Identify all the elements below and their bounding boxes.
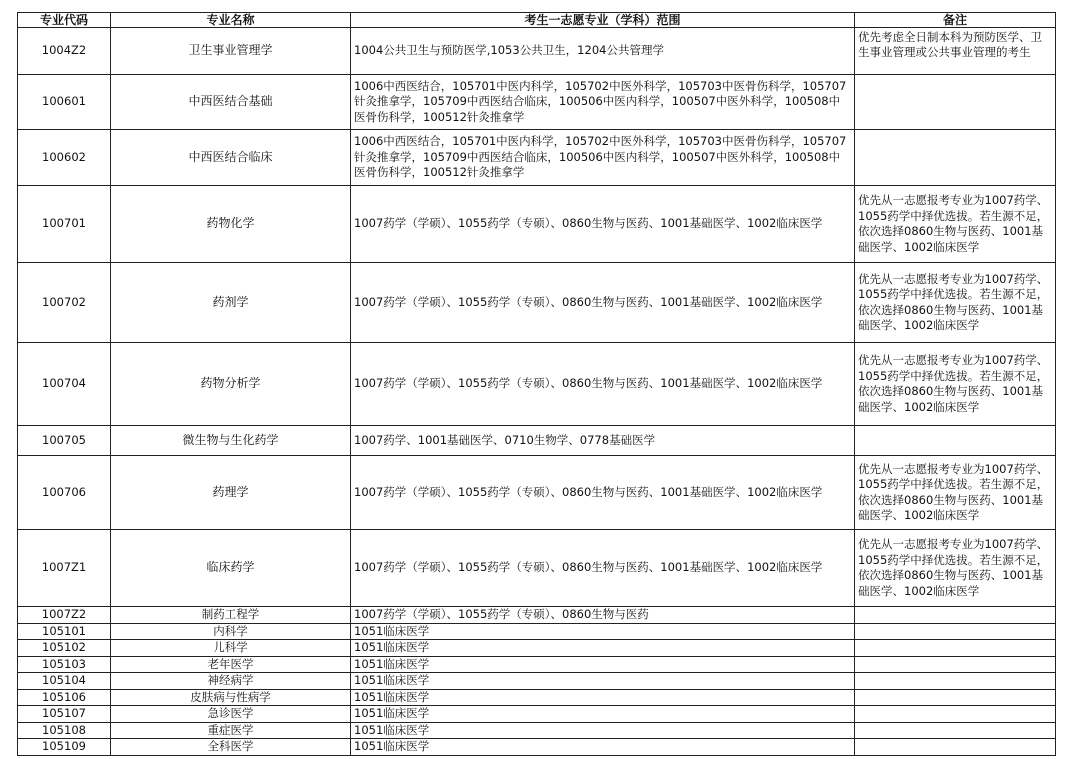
- code-cell: 1007Z2: [18, 607, 111, 624]
- code-cell: 105107: [18, 706, 111, 723]
- header-code: 专业代码: [18, 13, 111, 28]
- code-cell: 100601: [18, 75, 111, 130]
- name-cell: 中西医结合临床: [111, 130, 351, 186]
- name-cell: 儿科学: [111, 640, 351, 657]
- table-row: [18, 722, 1056, 739]
- note-cell: [855, 640, 1056, 657]
- range-cell: 1006中西医结合，105701中医内科学，105702中医外科学，105703中医骨伤科学，105707针灸推拿学，105709中西医结合临床，100506中医内科学，100507中医外科学，100508中医骨伤科学，100512针灸推拿学: [351, 75, 855, 130]
- name-cell: 中西医结合基础: [111, 75, 351, 130]
- name-cell: 微生物与生化药学: [111, 426, 351, 456]
- table-row: [18, 343, 1056, 426]
- name-cell: 全科医学: [111, 739, 351, 756]
- header-range: 考生一志愿专业（学科）范围: [351, 13, 855, 28]
- name-cell: 药物分析学: [111, 343, 351, 426]
- code-cell: 105102: [18, 640, 111, 657]
- table-row: [18, 426, 1056, 456]
- note-cell: [855, 130, 1056, 186]
- table-body: [18, 28, 1056, 756]
- name-cell: 重症医学: [111, 722, 351, 739]
- name-cell: 内科学: [111, 623, 351, 640]
- note-cell: [855, 739, 1056, 756]
- range-cell: 1007药学（学硕）、1055药学（专硕）、0860生物与医药、1001基础医学、1002临床医学: [351, 186, 855, 263]
- code-cell: 100602: [18, 130, 111, 186]
- name-cell: 药剂学: [111, 263, 351, 343]
- table-row: [18, 673, 1056, 690]
- name-cell: 药物化学: [111, 186, 351, 263]
- note-cell: [855, 623, 1056, 640]
- note-cell: [855, 656, 1056, 673]
- table-row: [18, 130, 1056, 186]
- range-cell: 1051临床医学: [351, 722, 855, 739]
- table-row: [18, 607, 1056, 624]
- name-cell: 制药工程学: [111, 607, 351, 624]
- table-row: [18, 186, 1056, 263]
- range-cell: 1007药学（学硕）、1055药学（专硕）、0860生物与医药、1001基础医学、1002临床医学: [351, 456, 855, 530]
- name-cell: 老年医学: [111, 656, 351, 673]
- table-row: [18, 689, 1056, 706]
- name-cell: 卫生事业管理学: [111, 28, 351, 75]
- code-cell: 105103: [18, 656, 111, 673]
- range-cell: 1007药学（学硕）、1055药学（专硕）、0860生物与医药、1001基础医学、1002临床医学: [351, 530, 855, 607]
- table-row: [18, 623, 1056, 640]
- range-cell: 1007药学（学硕）、1055药学（专硕）、0860生物与医药、1001基础医学、1002临床医学: [351, 263, 855, 343]
- table-row: [18, 456, 1056, 530]
- name-cell: 药理学: [111, 456, 351, 530]
- table-row: [18, 640, 1056, 657]
- note-cell: 优先考虑全日制本科为预防医学、卫生事业管理或公共事业管理的考生: [855, 28, 1056, 75]
- name-cell: 急诊医学: [111, 706, 351, 723]
- range-cell: 1051临床医学: [351, 689, 855, 706]
- name-cell: 皮肤病与性病学: [111, 689, 351, 706]
- code-cell: 105106: [18, 689, 111, 706]
- code-cell: 105104: [18, 673, 111, 690]
- name-cell: 临床药学: [111, 530, 351, 607]
- table-row: [18, 739, 1056, 756]
- note-cell: 优先从一志愿报考专业为1007药学、1055药学中择优选拔。若生源不足，依次选择0860生物与医药、1001基础医学、1002临床医学: [855, 263, 1056, 343]
- range-cell: 1051临床医学: [351, 623, 855, 640]
- note-cell: 优先从一志愿报考专业为1007药学、1055药学中择优选拔。若生源不足，依次选择0860生物与医药、1001基础医学、1002临床医学: [855, 456, 1056, 530]
- table-row: [18, 530, 1056, 607]
- note-cell: [855, 689, 1056, 706]
- code-cell: 1007Z1: [18, 530, 111, 607]
- note-cell: [855, 673, 1056, 690]
- range-cell: 1051临床医学: [351, 673, 855, 690]
- code-cell: 105108: [18, 722, 111, 739]
- table-row: [18, 656, 1056, 673]
- range-cell: 1006中西医结合，105701中医内科学，105702中医外科学，105703中医骨伤科学，105707针灸推拿学，105709中西医结合临床，100506中医内科学，100507中医外科学，100508中医骨伤科学，100512针灸推拿学: [351, 130, 855, 186]
- note-cell: [855, 426, 1056, 456]
- header-name: 专业名称: [111, 13, 351, 28]
- code-cell: 100706: [18, 456, 111, 530]
- table-row: [18, 706, 1056, 723]
- code-cell: 105101: [18, 623, 111, 640]
- code-cell: 1004Z2: [18, 28, 111, 75]
- table-row: [18, 75, 1056, 130]
- note-cell: 优先从一志愿报考专业为1007药学、1055药学中择优选拔。若生源不足，依次选择0860生物与医药、1001基础医学、1002临床医学: [855, 343, 1056, 426]
- code-cell: 100702: [18, 263, 111, 343]
- note-cell: [855, 607, 1056, 624]
- range-cell: 1051临床医学: [351, 656, 855, 673]
- header-note: 备注: [855, 13, 1056, 28]
- note-cell: 优先从一志愿报考专业为1007药学、1055药学中择优选拔。若生源不足，依次选择0860生物与医药、1001基础医学、1002临床医学: [855, 530, 1056, 607]
- range-cell: 1007药学（学硕）、1055药学（专硕）、0860生物与医药、1001基础医学、1002临床医学: [351, 343, 855, 426]
- table-row: [18, 263, 1056, 343]
- range-cell: 1051临床医学: [351, 640, 855, 657]
- code-cell: 100704: [18, 343, 111, 426]
- range-cell: 1007药学（学硕）、1055药学（专硕）、0860生物与医药: [351, 607, 855, 624]
- code-cell: 100705: [18, 426, 111, 456]
- note-cell: [855, 75, 1056, 130]
- name-cell: 神经病学: [111, 673, 351, 690]
- admission-scope-table: [17, 12, 1056, 756]
- note-cell: [855, 722, 1056, 739]
- code-cell: 100701: [18, 186, 111, 263]
- table-row: [18, 28, 1056, 75]
- range-cell: 1051临床医学: [351, 739, 855, 756]
- range-cell: 1051临床医学: [351, 706, 855, 723]
- note-cell: 优先从一志愿报考专业为1007药学、1055药学中择优选拔。若生源不足，依次选择0860生物与医药、1001基础医学、1002临床医学: [855, 186, 1056, 263]
- range-cell: 1004公共卫生与预防医学,1053公共卫生，1204公共管理学: [351, 28, 855, 75]
- code-cell: 105109: [18, 739, 111, 756]
- note-cell: [855, 706, 1056, 723]
- header-row: [18, 13, 1056, 28]
- range-cell: 1007药学、1001基础医学、0710生物学、0778基础医学: [351, 426, 855, 456]
